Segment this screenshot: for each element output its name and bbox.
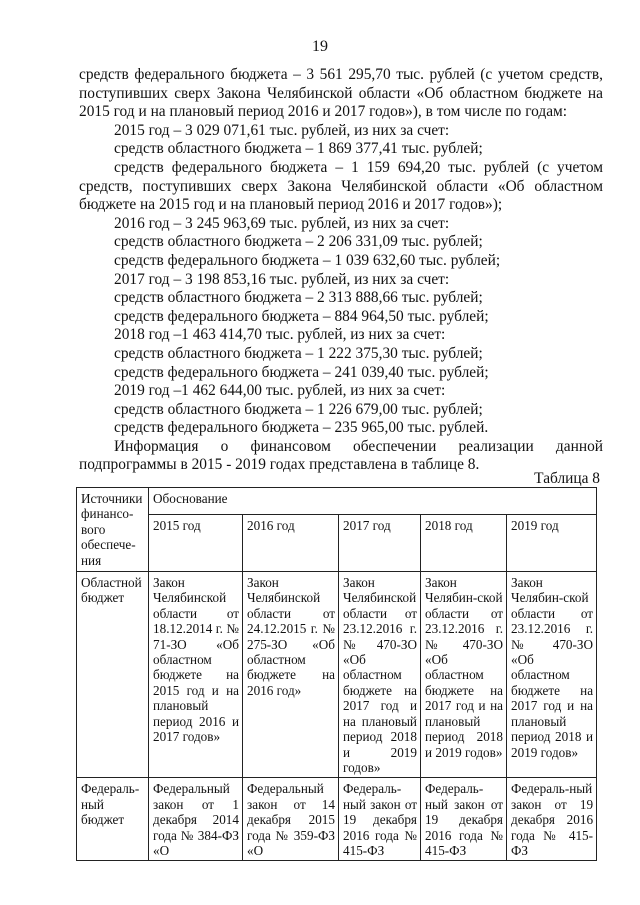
table-row bbox=[77, 572, 597, 778]
basis-cell: Закон Челябин-ской области от 23.12.2016 г. № 470-ЗО «Об областном бюджете на 2017 год и на плановый период 2018 и 2019 годов» bbox=[421, 572, 507, 778]
paragraph: средств федерального бюджета – 3 561 295,70 тыс. рублей (с учетом средств, поступивших сверх Закона Челябинской области «Об областном бюджете на 2015 год и на плановый период 2016 и 2017 годов»), в том числе по годам: bbox=[79, 66, 603, 121]
table-caption: Таблица 8 bbox=[534, 470, 600, 487]
paragraph: средств областного бюджета – 1 226 679,00 тыс. рублей; bbox=[114, 400, 483, 418]
page-number: 19 bbox=[312, 38, 328, 55]
basis-cell: Федераль-ный закон от 19 декабря 2016 года № 415-ФЗ bbox=[507, 778, 597, 861]
basis-cell: Федеральный закон от 14 декабря 2015 года № 359-ФЗ «О bbox=[243, 778, 339, 861]
paragraph: средств областного бюджета – 1 222 375,30 тыс. рублей; bbox=[114, 344, 483, 362]
paragraph: средств федерального бюджета – 1 159 694,20 тыс. рублей (с учетом средств, поступивших сверх Закона Челябинской области «Об областном бюджете на 2015 год и на плановый период 2016 и 2017 годов»); bbox=[79, 158, 603, 214]
basis-cell: Федераль-ный закон от 19 декабря 2016 года № 415-ФЗ bbox=[339, 778, 421, 861]
table-years-row bbox=[77, 515, 597, 572]
paragraph: средств федерального бюджета – 241 039,40 тыс. рублей; bbox=[114, 363, 489, 381]
basis-cell: Федеральный закон от 1 декабря 2014 года № 384-ФЗ «О bbox=[149, 778, 243, 861]
paragraph: средств областного бюджета – 2 206 331,09 тыс. рублей; bbox=[114, 233, 483, 251]
basis-cell: Федераль-ный закон от 19 декабря 2016 года № 415-ФЗ bbox=[421, 778, 507, 861]
paragraph: 2015 год – 3 029 071,61 тыс. рублей, из них за счет: bbox=[114, 121, 450, 139]
paragraph: средств областного бюджета – 1 869 377,41 тыс. рублей; bbox=[114, 140, 483, 158]
source-cell: Федераль-ный бюджет bbox=[77, 778, 149, 861]
paragraph: 2017 год – 3 198 853,16 тыс. рублей, из них за счет: bbox=[114, 270, 450, 288]
funding-table bbox=[76, 487, 597, 861]
basis-header: Обоснование bbox=[149, 488, 597, 515]
year-header-2019: 2019 год bbox=[507, 515, 597, 572]
year-header-2016: 2016 год bbox=[243, 515, 339, 572]
basis-cell: Закон Челябинской области от 23.12.2016 г. № 470-ЗО «Об областном бюджете на 2017 год и на плановый период 2018 и 2019 годов» bbox=[339, 572, 421, 778]
paragraph: средств федерального бюджета – 884 964,50 тыс. рублей; bbox=[114, 307, 489, 325]
source-cell: Областной бюджет bbox=[77, 572, 149, 778]
paragraph: 2019 год –1 462 644,00 тыс. рублей, из них за счет: bbox=[114, 382, 446, 400]
paragraph: 2016 год – 3 245 963,69 тыс. рублей, из них за счет: bbox=[114, 214, 450, 232]
table-row bbox=[77, 778, 597, 861]
year-header-2017: 2017 год bbox=[339, 515, 421, 572]
basis-cell: Закон Челябинской области от 18.12.2014 г. № 71-ЗО «Об областном бюджете на 2015 год и на плановый период 2016 и 2017 годов» bbox=[149, 572, 243, 778]
paragraph: средств федерального бюджета – 235 965,00 тыс. рублей. bbox=[114, 419, 489, 437]
paragraph: средств областного бюджета – 2 313 888,66 тыс. рублей; bbox=[114, 289, 483, 307]
source-header: Источники финансо-вого обеспече-ния bbox=[77, 488, 149, 572]
paragraph: Информация о финансовом обеспечении реализации данной подпрограммы в 2015 - 2019 годах представлена в таблице 8. bbox=[79, 437, 603, 474]
basis-cell: Закон Челябинской области от 24.12.2015 г. № 275-ЗО «Об областном бюджете на 2016 год» bbox=[243, 572, 339, 778]
year-header-2015: 2015 год bbox=[149, 515, 243, 572]
paragraph: средств федерального бюджета – 1 039 632,60 тыс. рублей; bbox=[114, 251, 501, 269]
table-header-row bbox=[77, 488, 597, 515]
year-header-2018: 2018 год bbox=[421, 515, 507, 572]
body-text bbox=[79, 66, 603, 475]
paragraph: 2018 год –1 463 414,70 тыс. рублей, из них за счет: bbox=[114, 326, 446, 344]
basis-cell: Закон Челябин-ской области от 23.12.2016 г. № 470-ЗО «Об областном бюджете на 2017 год и на плановый период 2018 и 2019 годов» bbox=[507, 572, 597, 778]
